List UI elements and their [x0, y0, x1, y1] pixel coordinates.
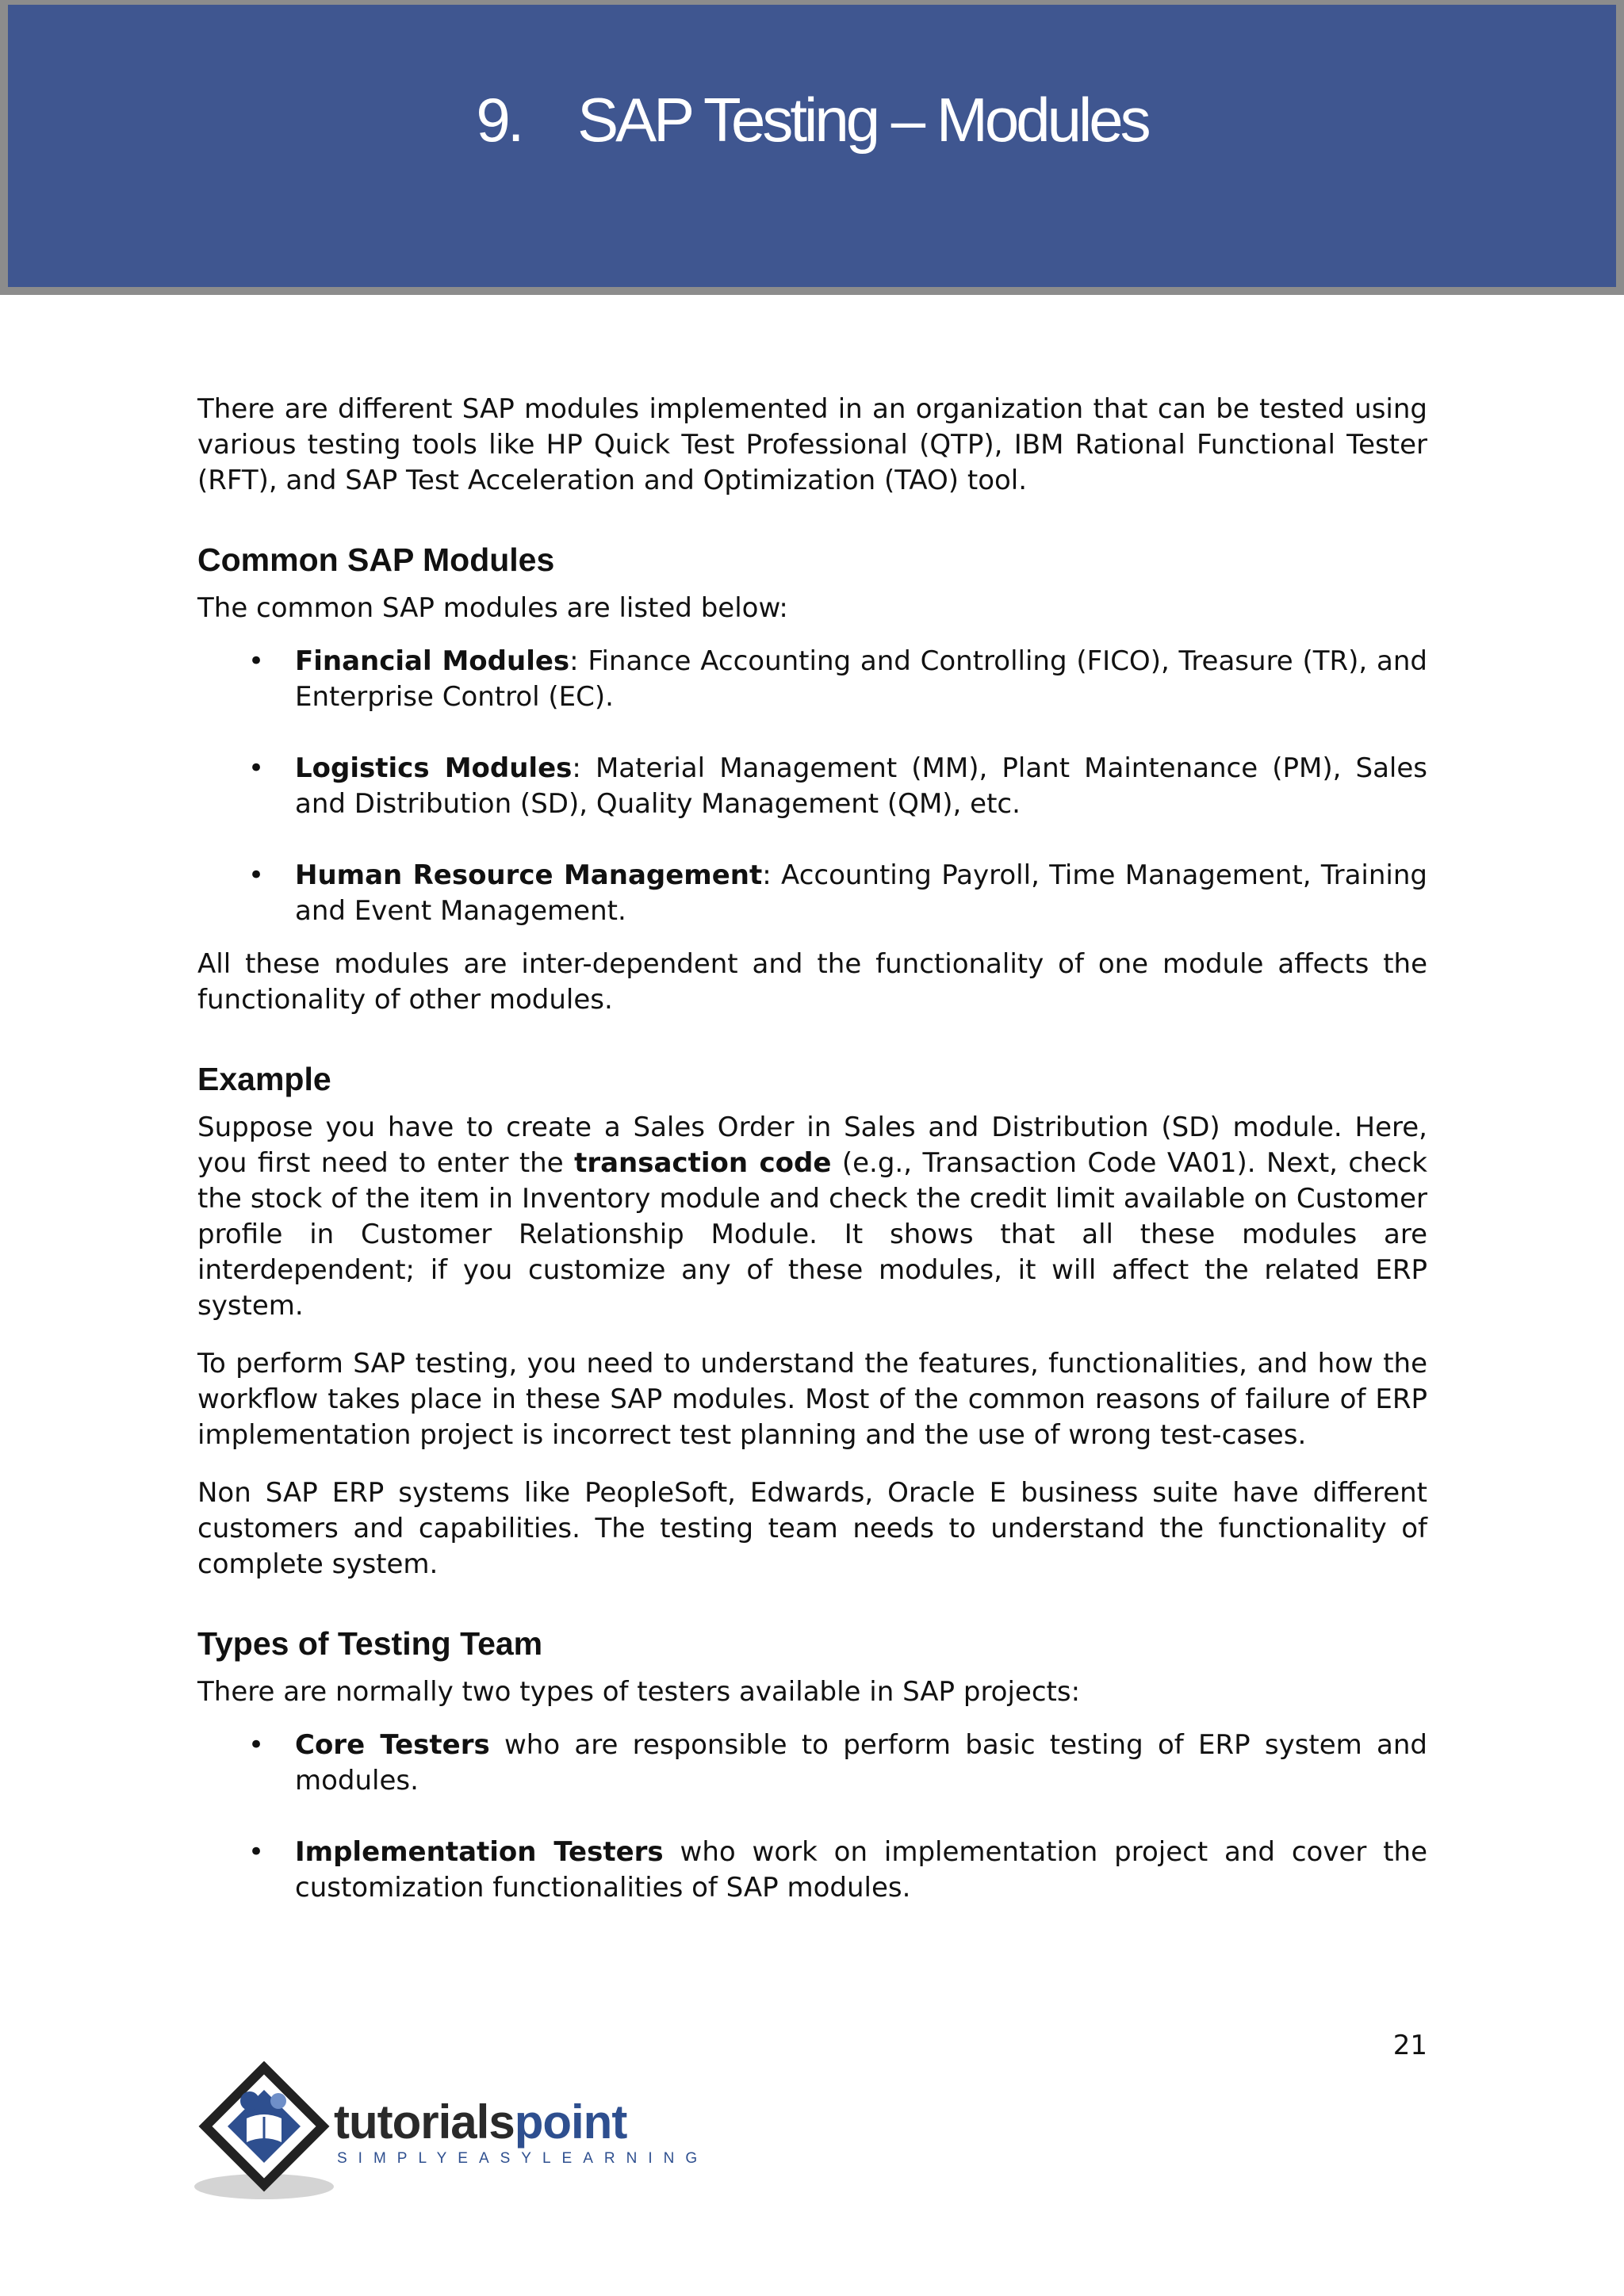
bullet: •: [248, 1729, 265, 1761]
logo-word-accent: point: [514, 2095, 627, 2149]
list-item: [197, 858, 1427, 929]
example-paragraph-2: To perform SAP testing, you need to understand the features, functionalities, and how the workflow takes place in these SAP modules. Most of the common reasons of failure of ERP implementation project is incorrect test planning and the use of wrong test-cases.: [197, 1348, 1427, 1451]
common-modules-heading: Common SAP Modules: [197, 541, 555, 578]
example-text-before: Suppose you have to create a Sales Order in Sales and Distribution (SD) module. Here, you first need to enter the: [197, 1112, 1427, 1179]
logo-word-main: tutorials: [334, 2095, 515, 2149]
example-paragraph-3: Non SAP ERP systems like PeopleSoft, Edwards, Oracle E business suite have different customers and capabilities. The testing team needs to understand the functionality of complete system.: [197, 1477, 1427, 1580]
list-item-term: Logistics Modules: [295, 752, 573, 784]
bullet: •: [248, 645, 265, 677]
testing-team-lead: There are normally two types of testers available in SAP projects:: [197, 1676, 1081, 1708]
example-paragraph-1: [197, 1110, 1427, 1324]
bullet: •: [248, 859, 265, 891]
testing-team-heading: Types of Testing Team: [197, 1625, 543, 1662]
logo-emblem-icon: [194, 2061, 337, 2204]
list-item-text: : Accounting Payroll, Time Management, Training and Event Management.: [295, 859, 1427, 927]
common-modules-lead: The common SAP modules are listed below:: [197, 592, 788, 624]
bullet: •: [248, 1836, 265, 1868]
list-item-text: : Material Management (MM), Plant Maintenance (PM), Sales and Distribution (SD), Quality Management (QM), etc.: [295, 752, 1427, 820]
example-heading: Example: [197, 1061, 331, 1097]
page-content: [197, 392, 1427, 1927]
tutorialspoint-logo: [194, 2061, 709, 2204]
transaction-code-term: transaction code: [574, 1147, 832, 1179]
logo-wordmark: [334, 2095, 626, 2149]
list-item-term: Human Resource Management: [295, 859, 763, 891]
list-item: [197, 644, 1427, 715]
list-item-text: who work on implementation project and cover the customization functionalities of SAP modules.: [295, 1836, 1427, 1904]
list-item-term: Financial Modules: [295, 645, 570, 677]
list-item-text: who are responsible to perform basic testing of ERP system and modules.: [295, 1729, 1428, 1797]
page-number: 21: [1392, 2030, 1427, 2061]
example-text-after: (e.g., Transaction Code VA01). Next, check the stock of the item in Inventory module and check the credit limit available on Customer profile in Customer Relationship Module. It shows that all these modules are interdependent; if you customize any of these modules, it will affect the related ERP system.: [197, 1147, 1427, 1322]
list-item-term: Implementation Testers: [295, 1836, 664, 1868]
list-item: [197, 1835, 1427, 1906]
chapter-number: 9.: [476, 85, 522, 155]
bullet: •: [248, 752, 265, 784]
list-item-term: Core Testers: [295, 1729, 490, 1761]
list-item: [197, 751, 1427, 822]
common-modules-list: [197, 644, 1427, 929]
chapter-banner: [0, 0, 1624, 295]
chapter-title-text: SAP Testing – Modules: [577, 85, 1148, 155]
testing-team-list: [197, 1728, 1427, 1906]
list-item: [197, 1728, 1427, 1799]
intro-paragraph: There are different SAP modules implemented in an organization that can be tested using various testing tools like HP Quick Test Professional (QTP), IBM Rational Functional Tester (RFT), and SAP Test Acceleration and Optimization (TAO) tool.: [197, 393, 1427, 496]
modules-closing: All these modules are inter-dependent and the functionality of one module affects the functionality of other modules.: [197, 948, 1427, 1016]
chapter-title: [8, 84, 1616, 156]
logo-tagline: SIMPLYEASYLEARNING: [337, 2150, 709, 2167]
list-item-text: : Finance Accounting and Controlling (FICO), Treasure (TR), and Enterprise Control (EC).: [295, 645, 1427, 713]
